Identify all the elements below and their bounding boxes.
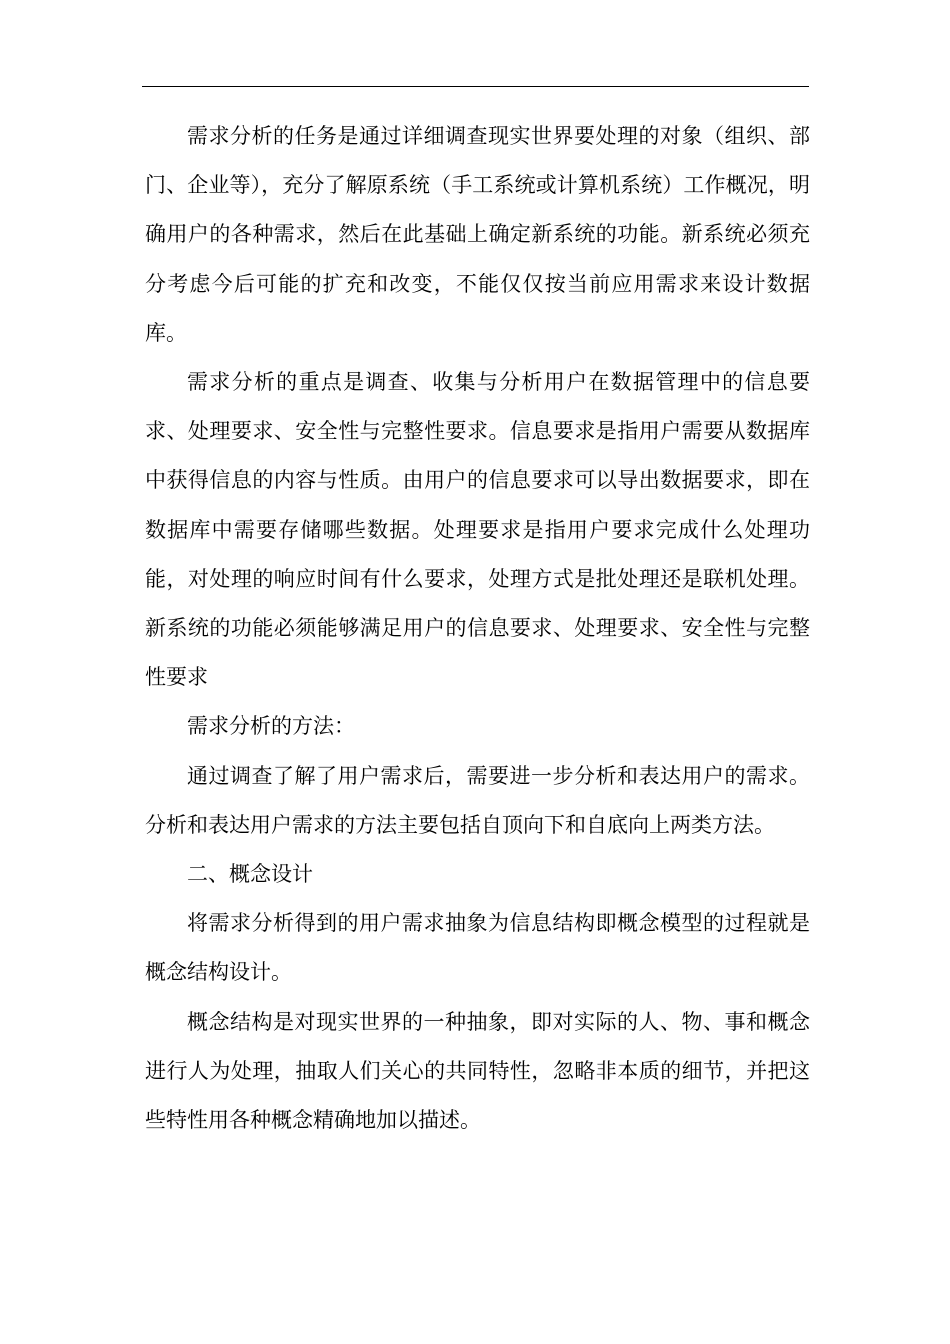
header-rule — [142, 86, 809, 87]
document-body — [145, 112, 810, 1145]
section-heading-conceptual-design: 二、概念设计 — [187, 862, 313, 887]
paragraph-requirements-task: 需求分析的任务是通过详细调查现实世界要处理的对象（组织、部门、企业等），充分了解原系统（手工系统或计算机系统）工作概况，明确用户的各种需求，然后在此基础上确定新系统的功能。新系统必须充分考虑今后可能的扩充和改变，不能仅仅按当前应用需求来设计数据库。 — [145, 124, 810, 345]
paragraph-methods-heading: 需求分析的方法： — [187, 714, 355, 739]
paragraph-methods: 通过调查了解了用户需求后，需要进一步分析和表达用户的需求。分析和表达用户需求的方法主要包括自顶向下和自底向上两类方法。 — [145, 763, 810, 837]
paragraph-requirements-focus: 需求分析的重点是调查、收集与分析用户在数据管理中的信息要求、处理要求、安全性与完整性要求。信息要求是指用户需要从数据库中获得信息的内容与性质。由用户的信息要求可以导出数据要求，即在数据库中需要存储哪些数据。处理要求是指用户要求完成什么处理功能，对处理的响应时间有什么要求，处理方式是批处理还是联机处理。新系统的功能必须能够满足用户的信息要求、处理要求、安全性与完整性要求 — [145, 370, 810, 690]
paragraph-conceptual-definition: 将需求分析得到的用户需求抽象为信息结构即概念模型的过程就是概念结构设计。 — [145, 911, 810, 985]
paragraph-conceptual-structure: 概念结构是对现实世界的一种抽象，即对实际的人、物、事和概念进行人为处理，抽取人们关心的共同特性，忽略非本质的细节，并把这些特性用各种概念精确地加以描述。 — [145, 1009, 810, 1133]
